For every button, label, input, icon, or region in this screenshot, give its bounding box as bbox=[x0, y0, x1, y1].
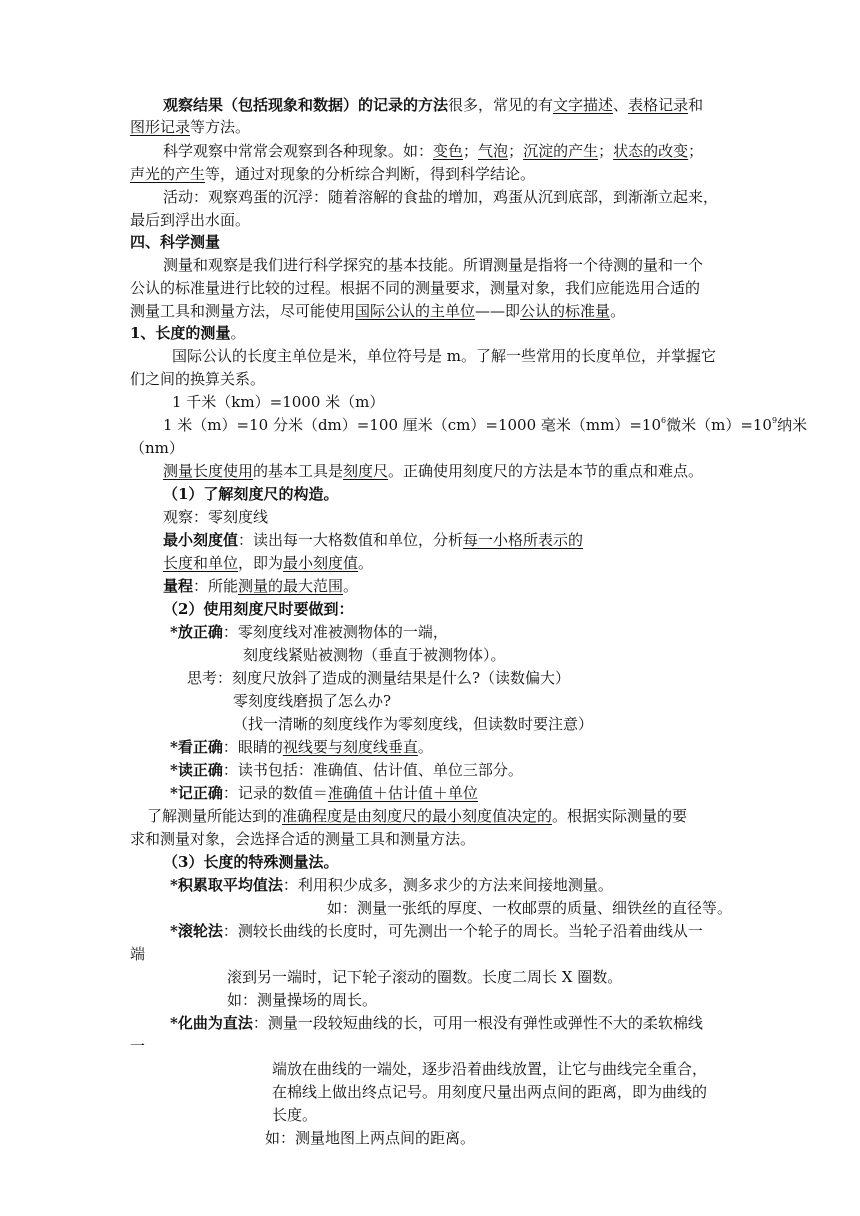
underlined-text: 准确值＋估计值＋单位 bbox=[327, 784, 478, 802]
bold-text: *放正确 bbox=[170, 623, 223, 641]
text-span: 测量工具和测量方法，尽可能使用 bbox=[130, 302, 356, 320]
underlined-text: 沉淀的产生 bbox=[523, 142, 599, 160]
underlined-text: 表格记录 bbox=[628, 96, 689, 114]
text-span: ； bbox=[508, 142, 524, 160]
text-span: 。 bbox=[230, 324, 246, 342]
text-span: ； bbox=[688, 142, 704, 160]
text-span: ； bbox=[598, 142, 614, 160]
text-span: 。 bbox=[610, 302, 626, 320]
text-span: 的基本工具是 bbox=[253, 462, 344, 480]
text-span: 1 千米（km）=1000 米（m） bbox=[172, 393, 385, 411]
bold-text: *滚轮法 bbox=[170, 922, 223, 940]
bold-text: （3）长度的特殊测量法。 bbox=[163, 853, 339, 871]
underlined-text: 状态的改变 bbox=[613, 142, 689, 160]
text-line bbox=[163, 529, 583, 551]
text-line bbox=[163, 186, 718, 208]
text-span: ：眼睛的 bbox=[222, 738, 283, 756]
underlined-text: 每一小格所表示的 bbox=[463, 531, 584, 549]
bold-text: *看正确 bbox=[170, 738, 223, 756]
text-line bbox=[163, 483, 338, 505]
text-span: 微米（m）=10 bbox=[666, 416, 772, 434]
text-span: 端 bbox=[130, 945, 146, 963]
text-span: 科学观察中常常会观察到各种现象。如： bbox=[163, 142, 434, 160]
text-span: 。 bbox=[358, 554, 374, 572]
text-span: 如：测量操场的周长。 bbox=[227, 991, 378, 1009]
text-span: 端放在曲线的一端处，逐步沿着曲线放置，让它与曲线完全重合， bbox=[272, 1060, 708, 1078]
underlined-text: 长度和单位 bbox=[163, 554, 239, 572]
bold-text: 1、长度的测量 bbox=[130, 324, 231, 342]
text-span: 刻度线紧贴被测物（垂直于被测物体）。 bbox=[243, 646, 506, 664]
text-line bbox=[130, 322, 245, 344]
text-span: ：读书包括：准确值、估计值、单位三部分。 bbox=[222, 761, 523, 779]
underlined-text: 气泡 bbox=[478, 142, 509, 160]
text-line bbox=[130, 300, 625, 322]
text-span: 。 bbox=[417, 738, 433, 756]
text-span: 观察：零刻度线 bbox=[163, 508, 269, 526]
text-span: ：测较长曲线的长度时，可先测出一个轮子的周长。当轮子沿着曲线从一 bbox=[222, 922, 703, 940]
superscript: 6 bbox=[661, 416, 667, 425]
text-line bbox=[172, 391, 384, 413]
text-span: 等，通过对现象的分析综合判断，得到科学结论。 bbox=[205, 165, 536, 183]
text-span: （nm） bbox=[130, 439, 184, 457]
text-span: 长度。 bbox=[272, 1106, 318, 1124]
text-span: 公认的标准量进行比较的过程。根据不同的测量要求，测量对象，我们应能选用合适的 bbox=[130, 279, 701, 297]
bold-text: 观察结果（包括现象和数据）的记录的方法 bbox=[163, 96, 449, 114]
text-span: ：所能 bbox=[193, 577, 239, 595]
text-line bbox=[130, 116, 250, 138]
text-line bbox=[272, 1104, 317, 1126]
bold-text: （1）了解刻度尺的构造。 bbox=[163, 485, 339, 503]
underlined-text: 测量的最大范围 bbox=[238, 577, 344, 595]
text-line bbox=[227, 989, 377, 1011]
text-span: ——即 bbox=[475, 302, 521, 320]
text-line bbox=[172, 345, 716, 367]
text-span: ：读出每一大格数值和单位，分析 bbox=[238, 531, 464, 549]
text-span: 活动：观察鸡蛋的沉浮：随着溶解的食盐的增加，鸡蛋从沉到底部，到渐渐立起来， bbox=[163, 188, 719, 206]
text-span: ，即为 bbox=[238, 554, 284, 572]
text-span: 一 bbox=[130, 1037, 146, 1055]
underlined-text: 准确程度是由刻度尺的最小刻度值决定的 bbox=[282, 807, 553, 825]
text-span: ：测量一段较短曲线的长，可用一根没有弹性或弹性不大的柔软棉线 bbox=[252, 1014, 703, 1032]
text-line bbox=[243, 644, 506, 666]
underlined-text: 测量长度使用 bbox=[163, 462, 254, 480]
text-span: 滚到另一端时，记下轮子滚动的圈数。长度二周长 X 圈数。 bbox=[227, 968, 623, 986]
text-line bbox=[130, 437, 184, 459]
bold-text: *积累取平均值法 bbox=[170, 876, 283, 894]
underlined-text: 视线要与刻度线垂直 bbox=[282, 738, 418, 756]
text-line bbox=[130, 943, 145, 965]
text-line bbox=[163, 460, 703, 482]
text-line bbox=[170, 621, 448, 643]
text-span: 求和测量对象，会选择合适的测量工具和测量方法。 bbox=[130, 830, 476, 848]
bold-text: 最小刻度值 bbox=[163, 531, 239, 549]
text-span: ：记录的数值＝ bbox=[222, 784, 328, 802]
text-line bbox=[147, 805, 687, 827]
text-line bbox=[130, 163, 535, 185]
text-span: ； bbox=[463, 142, 479, 160]
underlined-text: 公认的标准量 bbox=[520, 302, 611, 320]
text-span: ：零刻度线对准被测物体的一端， bbox=[222, 623, 448, 641]
bold-text: 四、科学测量 bbox=[130, 233, 221, 251]
text-span: 。正确使用刻度尺的方法是本节的重点和难点。 bbox=[388, 462, 704, 480]
text-span: 1 米（m）=10 分米（dm）=100 厘米（cm）=1000 毫米（mm）=10 bbox=[163, 416, 661, 434]
underlined-text: 变色 bbox=[433, 142, 464, 160]
superscript: 9 bbox=[771, 416, 778, 425]
text-line bbox=[130, 231, 220, 253]
text-line bbox=[272, 1081, 707, 1103]
underlined-text: 最小刻度值 bbox=[283, 554, 359, 572]
text-span: 。根据实际测量的要 bbox=[552, 807, 688, 825]
text-line bbox=[163, 94, 703, 116]
text-line bbox=[163, 598, 353, 620]
text-line bbox=[130, 1035, 145, 1057]
text-line bbox=[233, 690, 391, 712]
text-line bbox=[163, 851, 338, 873]
underlined-text: 声光的产生 bbox=[130, 165, 206, 183]
text-span: 在棉线上做出终点记号。用刻度尺量出两点间的距离，即为曲线的 bbox=[272, 1083, 708, 1101]
text-line bbox=[163, 140, 703, 162]
text-line bbox=[170, 1012, 703, 1034]
text-span: 国际公认的长度主单位是米，单位符号是 m。了解一些常用的长度单位，并掌握它 bbox=[172, 347, 716, 365]
text-span: 测量和观察是我们进行科学探究的基本技能。所谓测量是指将一个待测的量和一个 bbox=[163, 256, 704, 274]
text-line bbox=[265, 1127, 475, 1149]
bold-text: 量程 bbox=[163, 577, 194, 595]
text-line bbox=[130, 277, 700, 299]
bold-text: *化曲为直法 bbox=[170, 1014, 253, 1032]
text-line bbox=[130, 368, 265, 390]
text-span: ：利用积少成多，测多求少的方法来间接地测量。 bbox=[282, 876, 613, 894]
underlined-text: 国际公认的主单位 bbox=[355, 302, 476, 320]
text-span: 等方法。 bbox=[190, 118, 251, 136]
text-line bbox=[187, 667, 570, 689]
text-line bbox=[163, 552, 373, 574]
text-span: 。 bbox=[343, 577, 359, 595]
text-span: 零刻度线磨损了怎么办? bbox=[233, 692, 392, 710]
text-line bbox=[170, 759, 523, 781]
text-span: 和 bbox=[688, 96, 704, 114]
text-line bbox=[170, 736, 433, 758]
text-line bbox=[170, 920, 703, 942]
text-line bbox=[163, 506, 268, 528]
text-span: 很多，常见的有 bbox=[448, 96, 554, 114]
text-span: 最后到浮出水面。 bbox=[130, 211, 251, 229]
text-line bbox=[227, 966, 622, 988]
text-span: 了解测量所能达到的 bbox=[147, 807, 283, 825]
text-span: 纳米 bbox=[777, 416, 808, 434]
text-span: 思考：刻度尺放斜了造成的测量结果是什么?（读数偏大） bbox=[187, 669, 571, 687]
text-span: 们之间的换算关系。 bbox=[130, 370, 266, 388]
text-line bbox=[170, 782, 478, 804]
text-line bbox=[170, 874, 613, 896]
text-line bbox=[327, 897, 732, 919]
text-span: （找一清晰的刻度线作为零刻度线，但读数时要注意） bbox=[233, 715, 594, 733]
text-line bbox=[130, 828, 475, 850]
text-line bbox=[163, 414, 807, 436]
bold-text: （2）使用刻度尺时要做到： bbox=[163, 600, 354, 618]
text-line bbox=[130, 209, 250, 231]
text-line bbox=[272, 1058, 707, 1080]
text-span: 、 bbox=[613, 96, 629, 114]
bold-text: *读正确 bbox=[170, 761, 223, 779]
text-line bbox=[163, 575, 358, 597]
underlined-text: 文字描述 bbox=[553, 96, 614, 114]
underlined-text: 刻度尺 bbox=[343, 462, 389, 480]
underlined-text: 图形记录 bbox=[130, 118, 191, 136]
bold-text: *记正确 bbox=[170, 784, 223, 802]
text-span: 如：测量一张纸的厚度、一枚邮票的质量、细铁丝的直径等。 bbox=[327, 899, 733, 917]
text-line bbox=[233, 713, 593, 735]
text-span: 如：测量地图上两点间的距离。 bbox=[265, 1129, 476, 1147]
text-line bbox=[163, 254, 703, 276]
